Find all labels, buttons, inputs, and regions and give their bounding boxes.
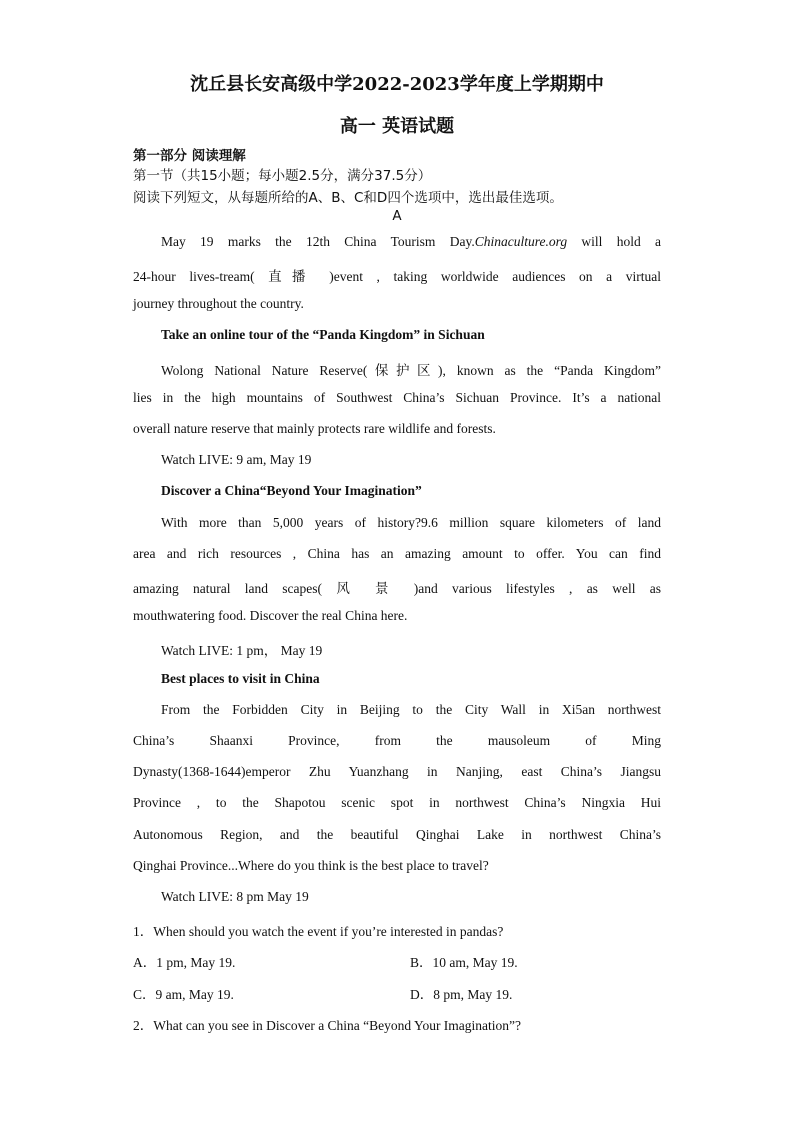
question-1-stem: 1．When should you watch the event if you’re interested in pandas? xyxy=(133,924,504,939)
passage-intro-line-2: 24-hour lives-tream( 直播 )event , taking worldwide audiences on a virtual xyxy=(133,269,661,284)
section-heading-discover: Discover a China“Beyond Your Imagination” xyxy=(161,483,422,498)
paragraph-places-line-4: Province , to the Shapotou scenic spot in northwest China’s Ningxia Hui xyxy=(133,795,661,810)
website-name: Chinaculture.org xyxy=(474,234,568,249)
section-part-heading: 第一部分 阅读理解 xyxy=(133,148,246,164)
paragraph-places-line-2: China’s Shaanxi Province, from the mausoleum of Ming xyxy=(133,733,661,748)
paragraph-panda-line-2: lies in the high mountains of Southwest China’s Sichuan Province. It’s a national xyxy=(133,390,661,405)
paragraph-places-line-1: From the Forbidden City in Beijing to the City Wall in Xi5an northwest xyxy=(161,702,661,717)
exam-title: 沈丘县长安高级中学2022-2023学年度上学期期中 xyxy=(190,74,604,95)
section-heading-places: Best places to visit in China xyxy=(161,671,320,686)
question-1-option-d: D．8 pm, May 19. xyxy=(410,987,513,1002)
watch-live-places: Watch LIVE: 8 pm May 19 xyxy=(161,889,309,904)
paragraph-panda-line-1: Wolong National Nature Reserve(保护区), known as the “Panda Kingdom” xyxy=(161,363,661,378)
paragraph-places-line-5: Autonomous Region, and the beautiful Qinghai Lake in northwest China’s xyxy=(133,827,661,842)
passage-label: A xyxy=(392,208,402,224)
paragraph-places-line-6: Qinghai Province...Where do you think is the best place to travel? xyxy=(133,858,489,873)
section-heading-panda: Take an online tour of the “Panda Kingdom” in Sichuan xyxy=(161,327,485,342)
passage-intro-line-3: journey throughout the country. xyxy=(133,296,304,311)
section-sub-heading: 第一节（共15小题；每小题2.5分，满分37.5分） xyxy=(133,168,432,184)
paragraph-panda-line-3: overall nature reserve that mainly protects rare wildlife and forests. xyxy=(133,421,496,436)
question-1-option-c: C．9 am, May 19. xyxy=(133,987,234,1002)
watch-live-panda: Watch LIVE: 9 am, May 19 xyxy=(161,452,312,467)
paragraph-discover-line-3: amazing natural land scapes( 风 景 )and various lifestyles , as well as xyxy=(133,581,661,596)
question-2-stem: 2．What can you see in Discover a China “Beyond Your Imagination”? xyxy=(133,1018,522,1033)
paragraph-discover-line-4: mouthwatering food. Discover the real China here. xyxy=(133,608,408,623)
paragraph-discover-line-2: area and rich resources , China has an amazing amount to offer. You can find xyxy=(133,546,661,561)
section-instruction: 阅读下列短文，从每题所给的A、B、C和D四个选项中，选出最佳选项。 xyxy=(133,190,563,206)
question-1-option-b: B．10 am, May 19. xyxy=(410,955,518,970)
passage-intro-line-1: May 19 marks the 12th China Tourism Day.Chinaculture.org will hold a xyxy=(161,234,662,249)
exam-subtitle: 高一 英语试题 xyxy=(339,116,455,137)
paragraph-discover-line-1: With more than 5,000 years of history?9.6 million square kilometers of land xyxy=(161,515,661,530)
question-1-option-a: A．1 pm, May 19. xyxy=(133,955,236,970)
watch-live-discover: Watch LIVE: 1 pm， May 19 xyxy=(161,643,323,658)
paragraph-places-line-3: Dynasty(1368-1644)emperor Zhu Yuanzhang in Nanjing, east China’s Jiangsu xyxy=(133,764,661,779)
